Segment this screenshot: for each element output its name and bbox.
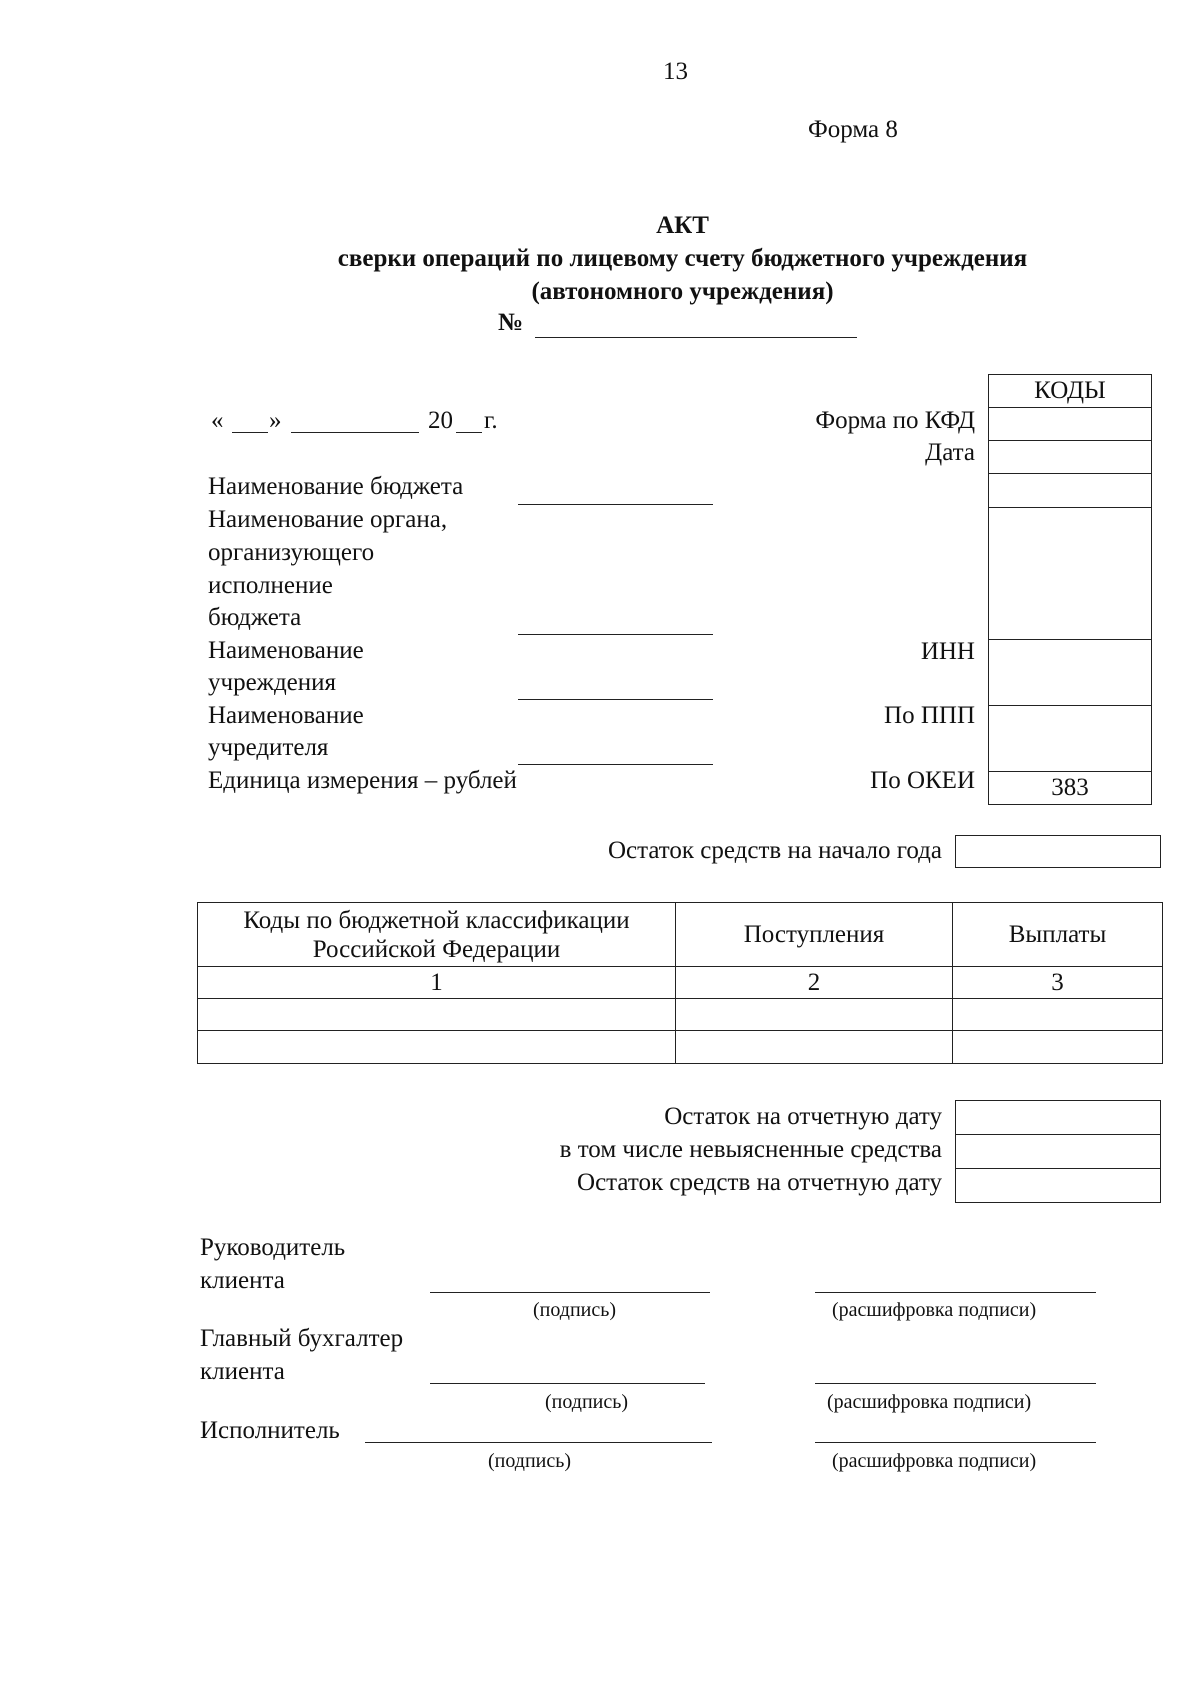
- cell-code[interactable]: [198, 999, 676, 1031]
- executor-decode-field[interactable]: [815, 1442, 1096, 1443]
- label-budget-name: Наименование бюджета: [208, 473, 464, 500]
- title-line1: АКТ: [656, 212, 709, 239]
- cell-receipts[interactable]: [676, 1031, 953, 1064]
- date-year-field[interactable]: [456, 432, 482, 433]
- label-founder-l2: учредителя: [208, 734, 329, 761]
- chief-decode-field[interactable]: [815, 1383, 1096, 1384]
- header-codes-l2: Российской Федерации: [312, 935, 561, 963]
- label-inn: ИНН: [920, 638, 975, 665]
- executor-sign-caption: (подпись): [488, 1450, 572, 1472]
- code-organ-cell[interactable]: [989, 508, 1152, 640]
- date-close-quote: »: [269, 407, 282, 434]
- label-organ-l1: Наименование органа,: [208, 506, 448, 533]
- cell-receipts[interactable]: [676, 999, 953, 1031]
- date-day-field[interactable]: [232, 432, 268, 433]
- label-organ-l4: бюджета: [208, 604, 302, 631]
- label-date: Дата: [925, 439, 975, 466]
- table-row: [198, 999, 1163, 1031]
- balance-report-date-field[interactable]: [956, 1101, 1161, 1135]
- cell-code[interactable]: [198, 1031, 676, 1064]
- label-executor: Исполнитель: [200, 1417, 340, 1444]
- codes-table: [988, 374, 1152, 805]
- code-kfd-cell[interactable]: [989, 408, 1152, 441]
- label-balance-report-date: Остаток на отчетную дату: [664, 1103, 942, 1130]
- title-number-prefix: №: [498, 309, 524, 336]
- label-funds-balance-report-date: Остаток средств на отчетную дату: [577, 1169, 942, 1196]
- code-budget-cell[interactable]: [989, 474, 1152, 508]
- head-signature-field[interactable]: [430, 1292, 710, 1293]
- label-inst-l1: Наименование: [208, 637, 364, 664]
- date-month-field[interactable]: [291, 432, 419, 433]
- form-label: Форма 8: [808, 116, 898, 143]
- code-okei-cell: 383: [989, 772, 1152, 805]
- label-opening-balance: Остаток средств на начало года: [607, 837, 942, 864]
- table-row: [198, 1031, 1163, 1064]
- inst-name-field[interactable]: [518, 699, 713, 700]
- label-unit: Единица измерения – рублей: [208, 767, 517, 794]
- label-head-l2: клиента: [200, 1267, 285, 1294]
- unclarified-funds-field[interactable]: [956, 1135, 1161, 1169]
- header-codes: [198, 903, 676, 967]
- act-number-field[interactable]: [535, 337, 857, 338]
- title-line2: сверки операций по лицевому счету бюджетного учреждения: [337, 245, 1028, 272]
- code-date-cell[interactable]: [989, 441, 1152, 474]
- cell-payments[interactable]: [953, 1031, 1163, 1064]
- header-codes-l1: Коды по бюджетной классификации: [243, 906, 630, 934]
- label-inst-l2: учреждения: [208, 669, 337, 696]
- chief-decode-caption: (расшифровка подписи): [827, 1391, 1032, 1413]
- head-decode-caption: (расшифровка подписи): [832, 1299, 1037, 1321]
- organ-name-field[interactable]: [518, 634, 713, 635]
- founder-name-field[interactable]: [518, 764, 713, 765]
- date-year-prefix: 20: [428, 407, 453, 434]
- balances-table: [955, 1100, 1161, 1203]
- cell-payments[interactable]: [953, 999, 1163, 1031]
- opening-balance-field[interactable]: [955, 835, 1161, 868]
- label-ppp: По ППП: [884, 702, 975, 729]
- title-line3: (автономного учреждения): [531, 278, 834, 305]
- col-number-1: 1: [198, 967, 676, 999]
- date-open-quote: «: [211, 407, 224, 434]
- col-number-2: 2: [676, 967, 953, 999]
- header-receipts: Поступления: [676, 903, 953, 967]
- label-kfd: Форма по КФД: [815, 407, 975, 434]
- funds-balance-report-date-field[interactable]: [956, 1169, 1161, 1203]
- executor-decode-caption: (расшифровка подписи): [832, 1450, 1037, 1472]
- code-ppp-cell[interactable]: [989, 706, 1152, 772]
- chief-sign-caption: (подпись): [545, 1391, 629, 1413]
- label-founder-l1: Наименование: [208, 702, 364, 729]
- label-chief-l2: клиента: [200, 1358, 285, 1385]
- label-unclarified-funds: в том числе невыясненные средства: [559, 1136, 942, 1163]
- date-year-suffix: г.: [484, 407, 498, 434]
- codes-header: КОДЫ: [989, 375, 1152, 408]
- label-head-l1: Руководитель: [200, 1234, 346, 1261]
- executor-signature-field[interactable]: [365, 1442, 712, 1443]
- budget-name-field[interactable]: [518, 504, 713, 505]
- code-inn-cell[interactable]: [989, 640, 1152, 706]
- label-organ-l3: исполнение: [208, 572, 333, 599]
- head-decode-field[interactable]: [815, 1292, 1096, 1293]
- label-organ-l2: организующего: [208, 539, 375, 566]
- label-chief-l1: Главный бухгалтер: [200, 1325, 404, 1352]
- page-number: 13: [663, 58, 688, 85]
- operations-table: [197, 902, 1163, 1064]
- header-payments: Выплаты: [953, 903, 1163, 967]
- chief-signature-field[interactable]: [430, 1383, 705, 1384]
- col-number-3: 3: [953, 967, 1163, 999]
- head-sign-caption: (подпись): [533, 1299, 617, 1321]
- label-okei: По ОКЕИ: [870, 767, 975, 794]
